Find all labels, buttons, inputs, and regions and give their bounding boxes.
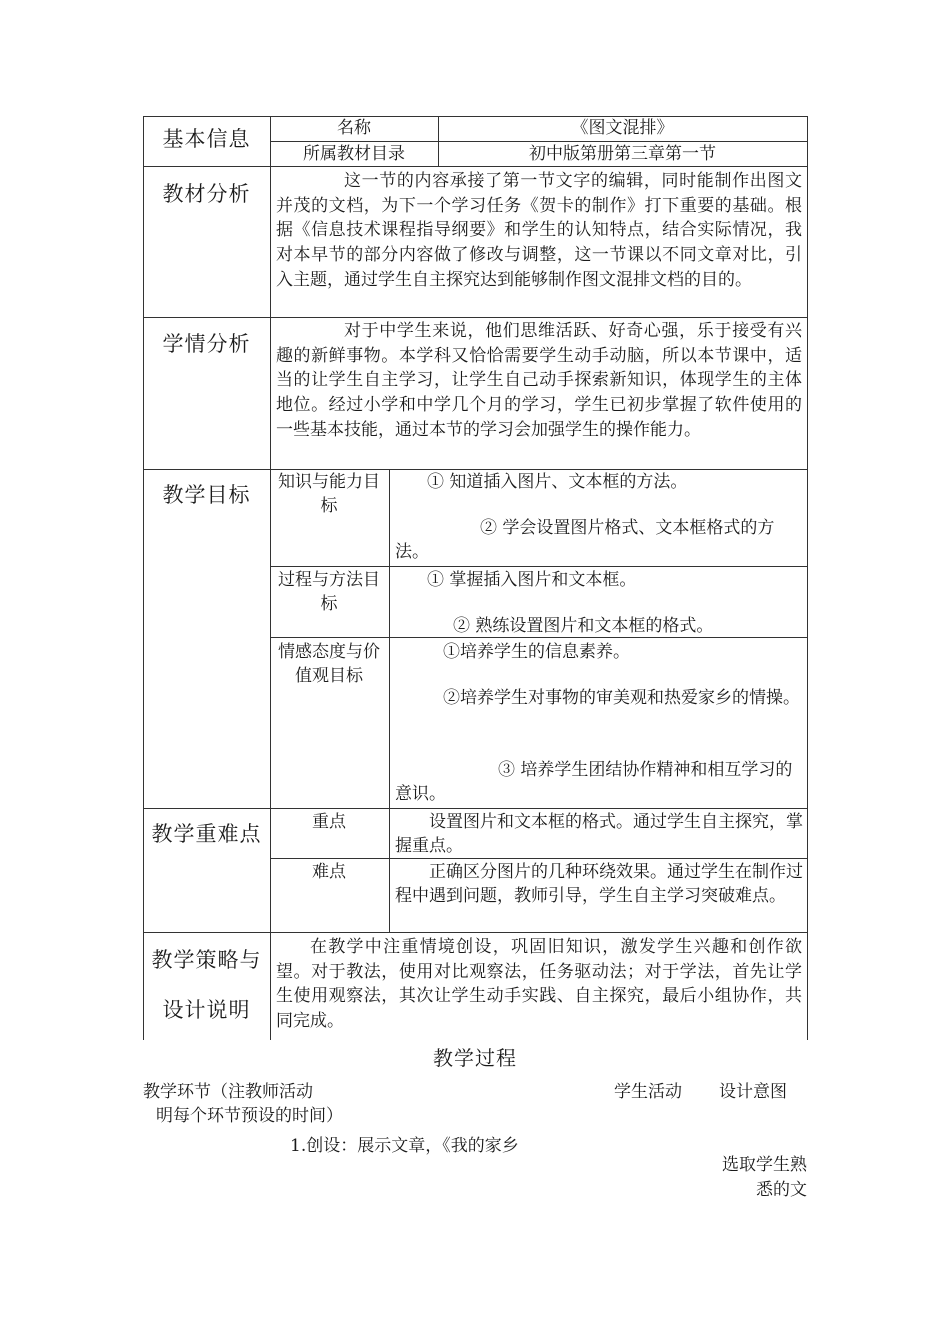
name-value: 《图文混排》 <box>571 118 674 138</box>
difficult-point-label: 难点 <box>312 862 346 882</box>
process-col-student: 学生活动 <box>614 1082 682 1102</box>
process-goal-label: 过程与方法目标 <box>278 570 380 614</box>
learner-analysis-label: 学情分析 <box>162 332 251 356</box>
process-col-intent: 设计意图 <box>719 1082 787 1102</box>
process-title: 教学过程 <box>433 1046 517 1070</box>
directory-label: 所属教材目录 <box>303 144 405 164</box>
difficult-point-text: 正确区分图片的几种环绕效果。通过学生在制作过程中遇到问题，教师引导，学生自主学习突破难点。 <box>395 862 803 906</box>
directory-value: 初中版第册第三章第一节 <box>529 144 716 164</box>
material-analysis-text: 这一节的内容承接了第一节文字的编辑，同时能制作出图文并茂的文档，为下一个学习任务《贺卡的制作》打下重要的基础。根据《信息技术课程指导纲要》和学生的认知特点，结合实际情况，我对本早节的部分内容做了修改与调整，这一节课以不同文章对比，引入主题，通过学生自主探究达到能够制作图文混排文档的目的。 <box>276 171 802 290</box>
emotion-goal-label: 情感态度与价值观目标 <box>278 642 380 686</box>
strategy-text: 在教学中注重情境创设，巩固旧知识，激发学生兴趣和创作欲望。对于教法，使用对比观察法，任务驱动法；对于学法，首先让学生使用观察法，其次让学生动手实践、自主探究，最后小组协作，共同完成。 <box>276 937 802 1032</box>
strategy-label-line2: 设计说明 <box>162 998 251 1022</box>
emotion-goal-item-3: ③ 培养学生团结协作精神和相互学习的意识。 <box>395 760 793 804</box>
knowledge-goal-item-2: ② 学会设置图片格式、文本框格式的方法。 <box>395 518 775 562</box>
knowledge-goal-item-1: ① 知道插入图片、文本框的方法。 <box>427 472 688 492</box>
emotion-goal-item-2: ②培养学生对事物的审美观和热爱家乡的情操。 <box>443 688 800 708</box>
name-label: 名称 <box>337 118 371 138</box>
teaching-goals-label: 教学目标 <box>162 483 251 507</box>
material-analysis-label: 教材分析 <box>162 182 251 206</box>
process-intent-line1: 选取学生熟 <box>722 1155 807 1175</box>
knowledge-goal-label: 知识与能力目标 <box>278 472 380 516</box>
key-point-label: 重点 <box>312 812 346 832</box>
key-difficult-label: 教学重难点 <box>151 822 262 846</box>
key-point-text: 设置图片和文本框的格式。通过学生自主探究，掌握重点。 <box>395 812 803 856</box>
basic-info-label: 基本信息 <box>162 127 251 151</box>
learner-analysis-text: 对于中学生来说，他们思维活跃、好奇心强，乐于接受有兴趣的新鲜事物。本学科又恰恰需要学生动手动脑，所以本节课中，适当的让学生自主学习，让学生自己动手探索新知识，体现学生的主体地位。经过小学和中学几个月的学习，学生已初步掌握了软件使用的一些基本技能，通过本节的学习会加强学生的操作能力。 <box>276 321 802 440</box>
process-col-stage-line1: 教学环节（注教师活动 <box>143 1082 313 1102</box>
process-step-1: 1.创设：展示文章，《我的家乡 <box>290 1136 519 1156</box>
process-goal-item-1: ① 掌握插入图片和文本框。 <box>427 570 637 590</box>
emotion-goal-item-1: ①培养学生的信息素养。 <box>443 642 630 662</box>
process-col-stage-line2: 明每个环节预设的时间） <box>156 1106 343 1126</box>
process-intent-line2: 悉的文 <box>756 1180 807 1200</box>
strategy-label-line1: 教学策略与 <box>151 948 262 972</box>
process-goal-item-2: ② 熟练设置图片和文本框的格式。 <box>453 616 714 636</box>
